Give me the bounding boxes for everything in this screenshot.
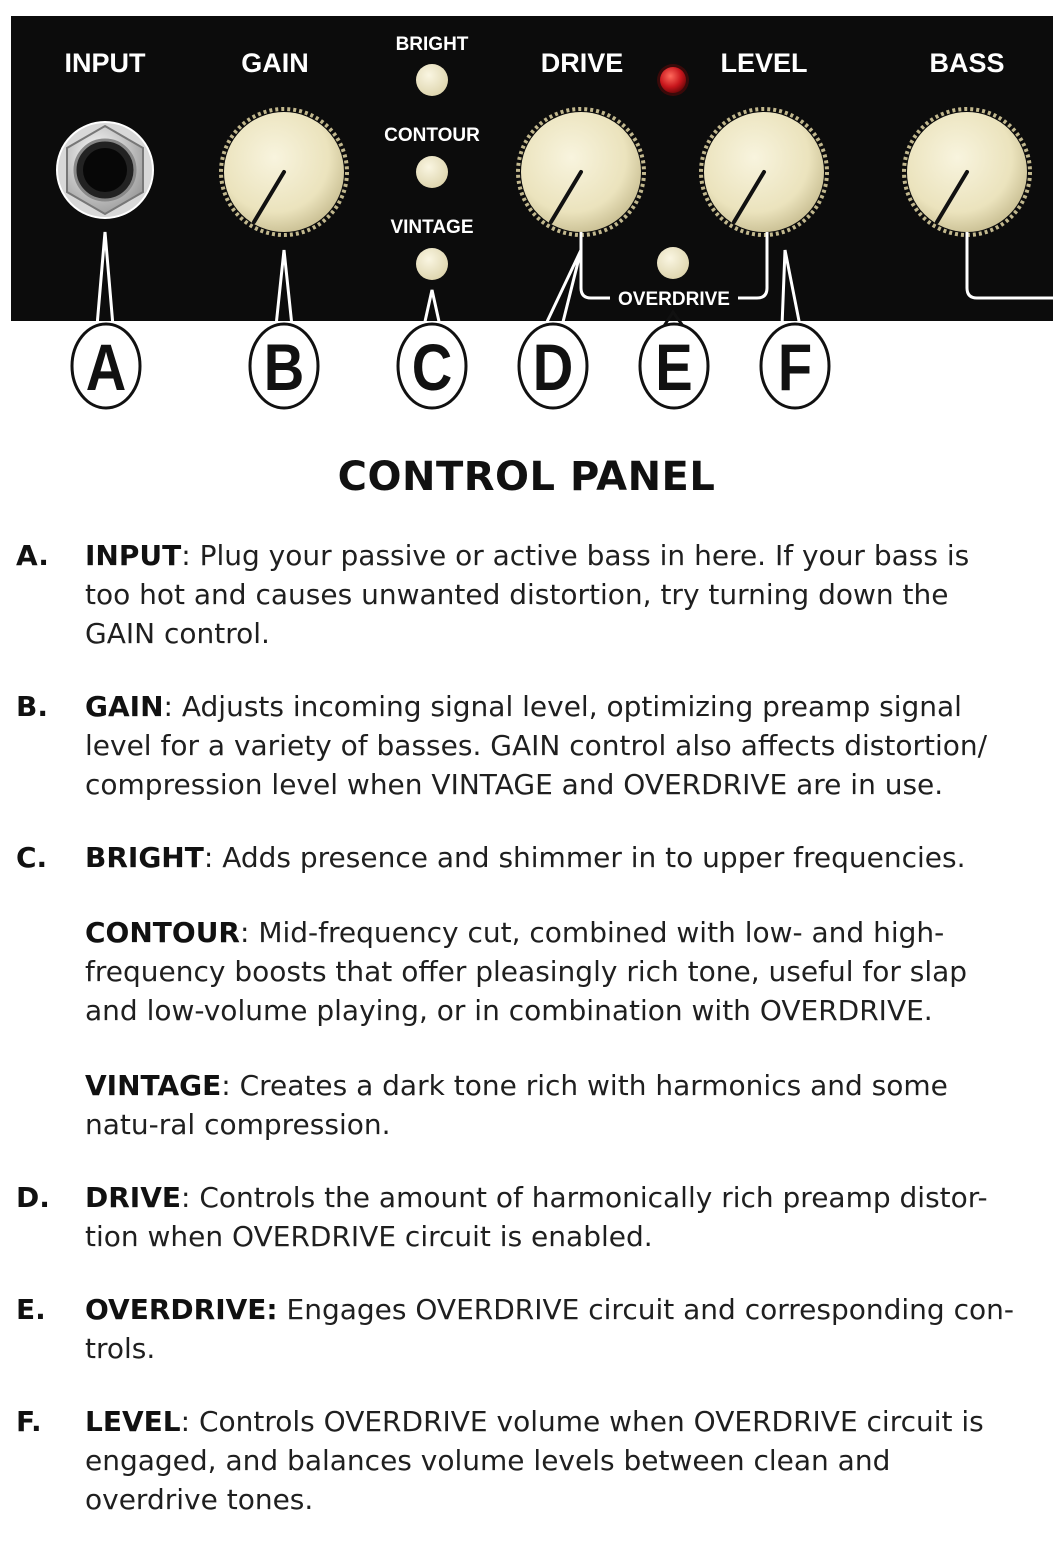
callout-letter-d: D [532,330,574,405]
callout-letter-b: B [263,330,305,405]
item-separator: : [239,916,259,949]
callout-e [640,324,708,408]
label-input: INPUT [64,48,146,78]
callout-c [398,324,466,408]
desc-item-a [0,536,1053,653]
control-panel-figure [0,0,1053,420]
callout-letter-e: E [655,330,693,405]
item-paragraph [85,913,1020,1030]
label-bass: BASS [929,48,1005,78]
item-paragraph [85,1402,1020,1519]
item-separator [278,1293,287,1326]
section-title: CONTROL PANEL [337,454,716,500]
item-term: INPUT [85,539,182,572]
item-term: LEVEL [85,1405,181,1438]
label-bright: BRIGHT [395,34,469,55]
item-term: VINTAGE [85,1069,222,1102]
item-text: Plug your passive or active bass in here. If your bass is too hot and causes unwanted distortion, try turning down the GAIN control. [85,539,970,650]
item-letter: F. [16,1405,42,1438]
item-text: Controls OVERDRIVE volume when OVERDRIVE circuit is engaged, and balances volume levels between clean and overdrive tones. [85,1405,984,1516]
overdrive-led [657,64,689,96]
item-separator: : [203,841,223,874]
callout-letter-c: C [411,330,453,405]
item-term: CONTOUR [85,916,240,949]
desc-item-c [0,838,1053,1144]
item-paragraph [85,1066,1020,1144]
item-separator: : [181,1181,200,1214]
item-separator: : [180,1405,199,1438]
item-text: Controls the amount of harmonically rich preamp distor-tion when OVERDRIVE circuit is enabled. [85,1181,988,1253]
item-paragraph [85,1178,1020,1256]
item-paragraph [85,687,1020,804]
callout-d [519,324,587,408]
label-vintage: VINTAGE [390,217,474,238]
bright-button [416,64,448,96]
item-letter: D. [16,1181,50,1214]
desc-item-d [0,1178,1053,1256]
callout-b [250,324,318,408]
item-term: BRIGHT [85,841,204,874]
item-term: DRIVE [85,1181,182,1214]
desc-item-b [0,687,1053,804]
item-term: OVERDRIVE: [85,1293,278,1326]
item-letter: B. [16,690,48,723]
item-letter: E. [16,1293,46,1326]
label-contour: CONTOUR [384,125,480,146]
vintage-button [416,248,448,280]
desc-item-e [0,1290,1053,1368]
item-text: Adds presence and shimmer in to upper frequencies. [222,841,966,874]
desc-item-f [0,1402,1053,1519]
input-jack [57,122,153,218]
item-text: Engages OVERDRIVE circuit and corresponding con-trols. [85,1293,1014,1365]
callout-a [72,324,140,408]
item-separator: : [221,1069,240,1102]
contour-button [416,156,448,188]
item-paragraph [85,838,1020,877]
item-text: Adjusts incoming signal level, optimizing preamp signal level for a variety of basses. GAIN control also affects distortion/ compression level when VINTAGE and OVERDRIVE are in use. [85,690,988,801]
item-letter: A. [16,539,49,572]
item-paragraph [85,1290,1020,1368]
overdrive-button [657,247,689,279]
item-term: GAIN [85,690,164,723]
item-separator: : [181,539,200,572]
callout-letter-f: F [777,330,813,405]
control-descriptions [0,536,1053,1519]
item-separator: : [163,690,182,723]
callout-f [761,324,829,408]
item-paragraph [85,536,1020,653]
callout-letter-a: A [85,330,127,405]
item-letter: C. [16,841,48,874]
label-overdrive: OVERDRIVE [618,289,730,310]
label-drive: DRIVE [540,48,624,78]
item-text: Mid-frequency cut, combined with low- and high-frequency boosts that offer pleasingly rich tone, useful for slap and low-volume playing, or in combination with OVERDRIVE. [85,916,968,1027]
label-gain: GAIN [241,48,309,78]
label-level: LEVEL [720,48,808,78]
item-text: Creates a dark tone rich with harmonics and some natu-ral compression. [85,1069,948,1141]
